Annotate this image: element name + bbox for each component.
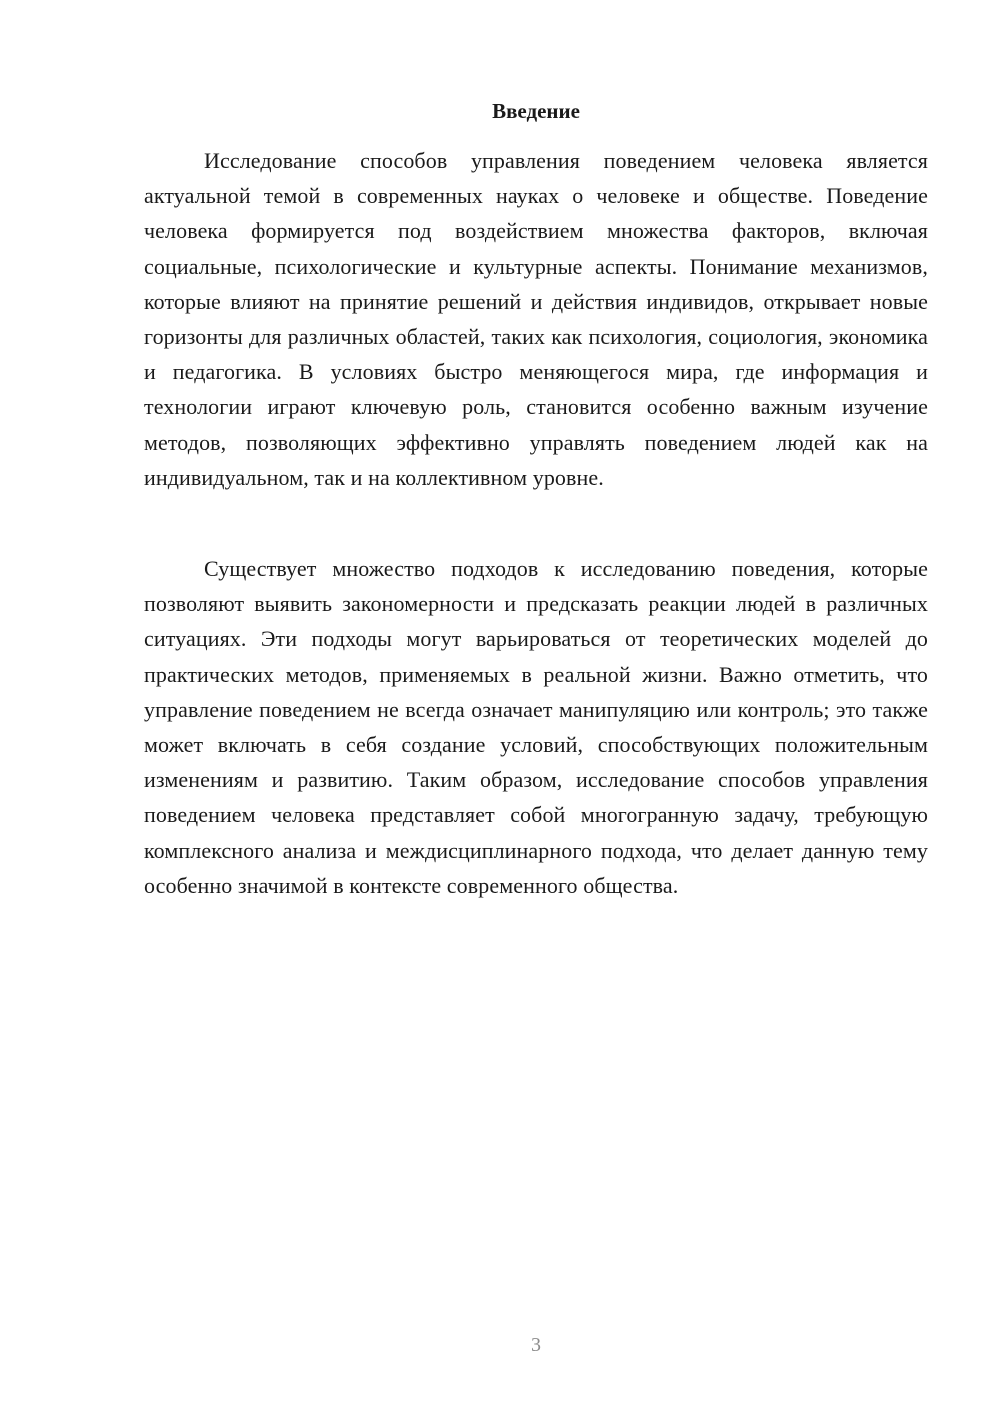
- paragraph-1: Исследование способов управления поведением человека является актуальной темой в современных науках о человеке и обществе. Поведение человека формируется под воздействием множества факторов, включая социальные, психологические и культурные аспекты. Понимание механизмов, которые влияют на принятие решений и действия индивидов, открывает новые горизонты для различных областей, таких как психология, социология, экономика и педагогика. В условиях быстро меняющегося мира, где информация и технологии играют ключевую роль, становится особенно важным изучение методов, позволяющих эффективно управлять поведением людей как на индивидуальном, так и на коллективном уровне.: [144, 148, 928, 490]
- paragraph-2: Существует множество подходов к исследованию поведения, которые позволяют выявить закономерности и предсказать реакции людей в различных ситуациях. Эти подходы могут варьироваться от теоретических моделей до практических методов, применяемых в реальной жизни. Важно отметить, что управление поведением не всегда означает манипуляцию или контроль; это также может включать в себя создание условий, способствующих положительным изменениям и развитию. Таким образом, исследование способов управления поведением человека представляет собой многогранную задачу, требующую комплексного анализа и междисциплинарного подхода, что делает данную тему особенно значимой в контексте современного общества.: [144, 556, 928, 898]
- page-number: 3: [531, 1334, 541, 1356]
- section-title: Введение: [492, 99, 580, 123]
